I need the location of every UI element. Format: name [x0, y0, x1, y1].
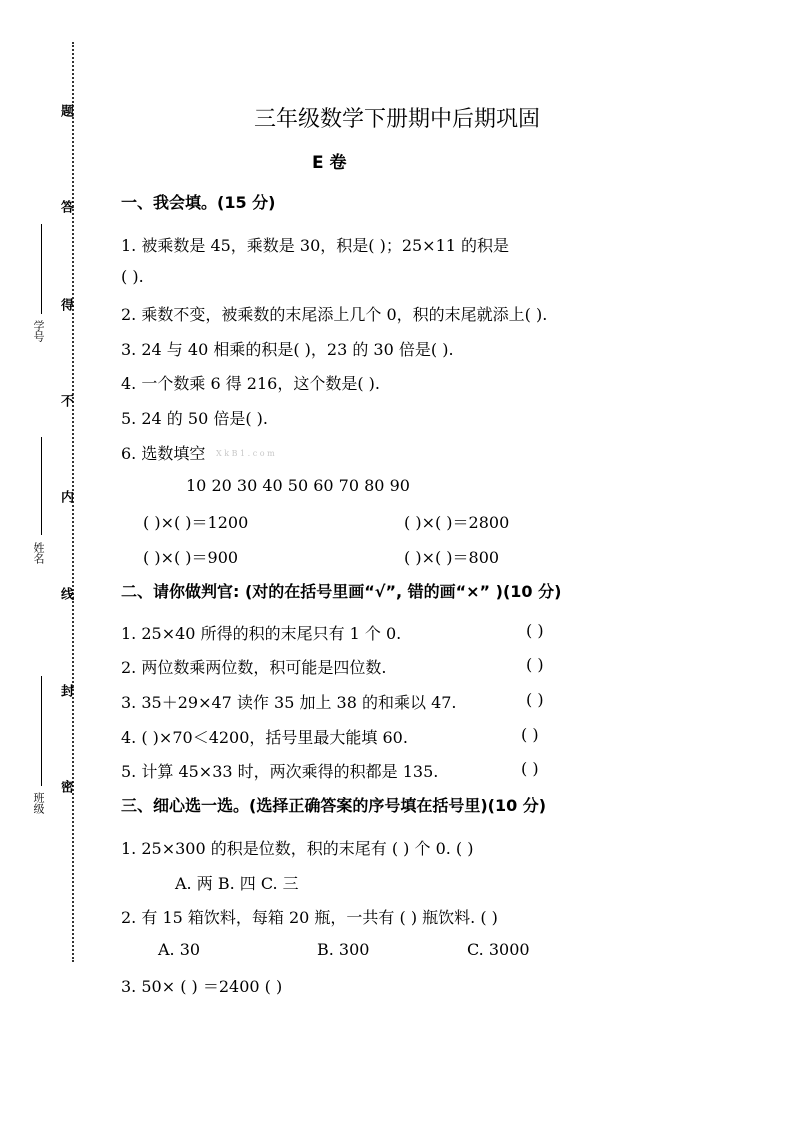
question-1-1: 1. 被乘数是 45，乘数是 30，积是( )；25×11 的积是 — [121, 236, 510, 255]
number-choices: 10 20 30 40 50 60 70 80 90 — [186, 476, 410, 495]
question-1-6: 6. 选数填空 — [121, 444, 206, 463]
name-line[interactable] — [41, 437, 42, 535]
option-b: B. 300 — [317, 940, 370, 959]
question-1-5: 5. 24 的 50 倍是( ). — [121, 409, 268, 428]
question-3-2: 2. 有 15 箱饮料，每箱 20 瓶，一共有 ( ) 瓶饮料. ( ) — [121, 908, 498, 927]
binding-char: 密 — [58, 780, 73, 793]
binding-char: 答 — [58, 200, 73, 213]
question-3-1: 1. 25×300 的积是位数，积的末尾有 ( ) 个 0. ( ) — [121, 839, 474, 858]
equation-c: ( )×( )＝900 — [143, 548, 239, 567]
question-2-2: 2. 两位数乘两位数，积可能是四位数. — [121, 658, 387, 677]
answer-paren[interactable]: ( ) — [521, 725, 539, 744]
option-c: C. 3000 — [467, 940, 530, 959]
question-1-3: 3. 24 与 40 相乘的积是( )，23 的 30 倍是( ). — [121, 340, 454, 359]
answer-paren[interactable]: ( ) — [526, 621, 544, 640]
question-1-4: 4. 一个数乘 6 得 216，这个数是( ). — [121, 374, 380, 393]
equation-a: ( )×( )＝1200 — [143, 513, 249, 532]
name-label: 姓名 — [32, 542, 45, 564]
watermark: X k B 1 . c o m — [216, 449, 275, 458]
question-2-5: 5. 计算 45×33 时，两次乘得的积都是 135. — [121, 762, 439, 781]
binding-char: 得 — [58, 298, 73, 311]
page-title: 三年级数学下册期中后期巩固 — [253, 107, 540, 132]
section-1-heading: 一、我会填。(15 分) — [121, 193, 276, 212]
section-2-heading: 二、请你做判官: (对的在括号里画“√”, 错的画“×” )(10 分) — [121, 582, 562, 601]
question-2-1: 1. 25×40 所得的积的末尾只有 1 个 0. — [121, 624, 402, 643]
binding-char: 封 — [58, 684, 73, 697]
student-id-label: 学号 — [32, 320, 45, 342]
answer-paren[interactable]: ( ) — [526, 690, 544, 709]
paper-subtitle: E 卷 — [312, 153, 347, 173]
equation-d: ( )×( )＝800 — [404, 548, 500, 567]
option-a: A. 30 — [158, 940, 201, 959]
question-3-3: 3. 50× ( ) ＝2400 ( ) — [121, 977, 283, 996]
question-2-4: 4. ( )×70＜4200，括号里最大能填 60. — [121, 728, 408, 747]
class-label: 班级 — [32, 792, 45, 814]
binding-char: 内 — [58, 490, 73, 503]
section-3-heading: 三、细心选一选。(选择正确答案的序号填在括号里)(10 分) — [121, 796, 547, 815]
answer-paren[interactable]: ( ) — [526, 655, 544, 674]
answer-paren[interactable]: ( ) — [521, 759, 539, 778]
question-3-1-options: A. 两 B. 四 C. 三 — [175, 874, 299, 893]
student-id-line[interactable] — [41, 224, 42, 314]
class-line[interactable] — [41, 676, 42, 786]
equation-b: ( )×( )＝2800 — [404, 513, 510, 532]
question-1-1-cont: ( ). — [121, 267, 144, 286]
question-2-3: 3. 35＋29×47 读作 35 加上 38 的和乘以 47. — [121, 693, 457, 712]
question-1-2: 2. 乘数不变，被乘数的末尾添上几个 0，积的末尾就添上( ). — [121, 305, 548, 324]
binding-char: 题 — [58, 104, 73, 117]
binding-char: 不 — [58, 394, 73, 407]
binding-char: 线 — [58, 587, 73, 600]
